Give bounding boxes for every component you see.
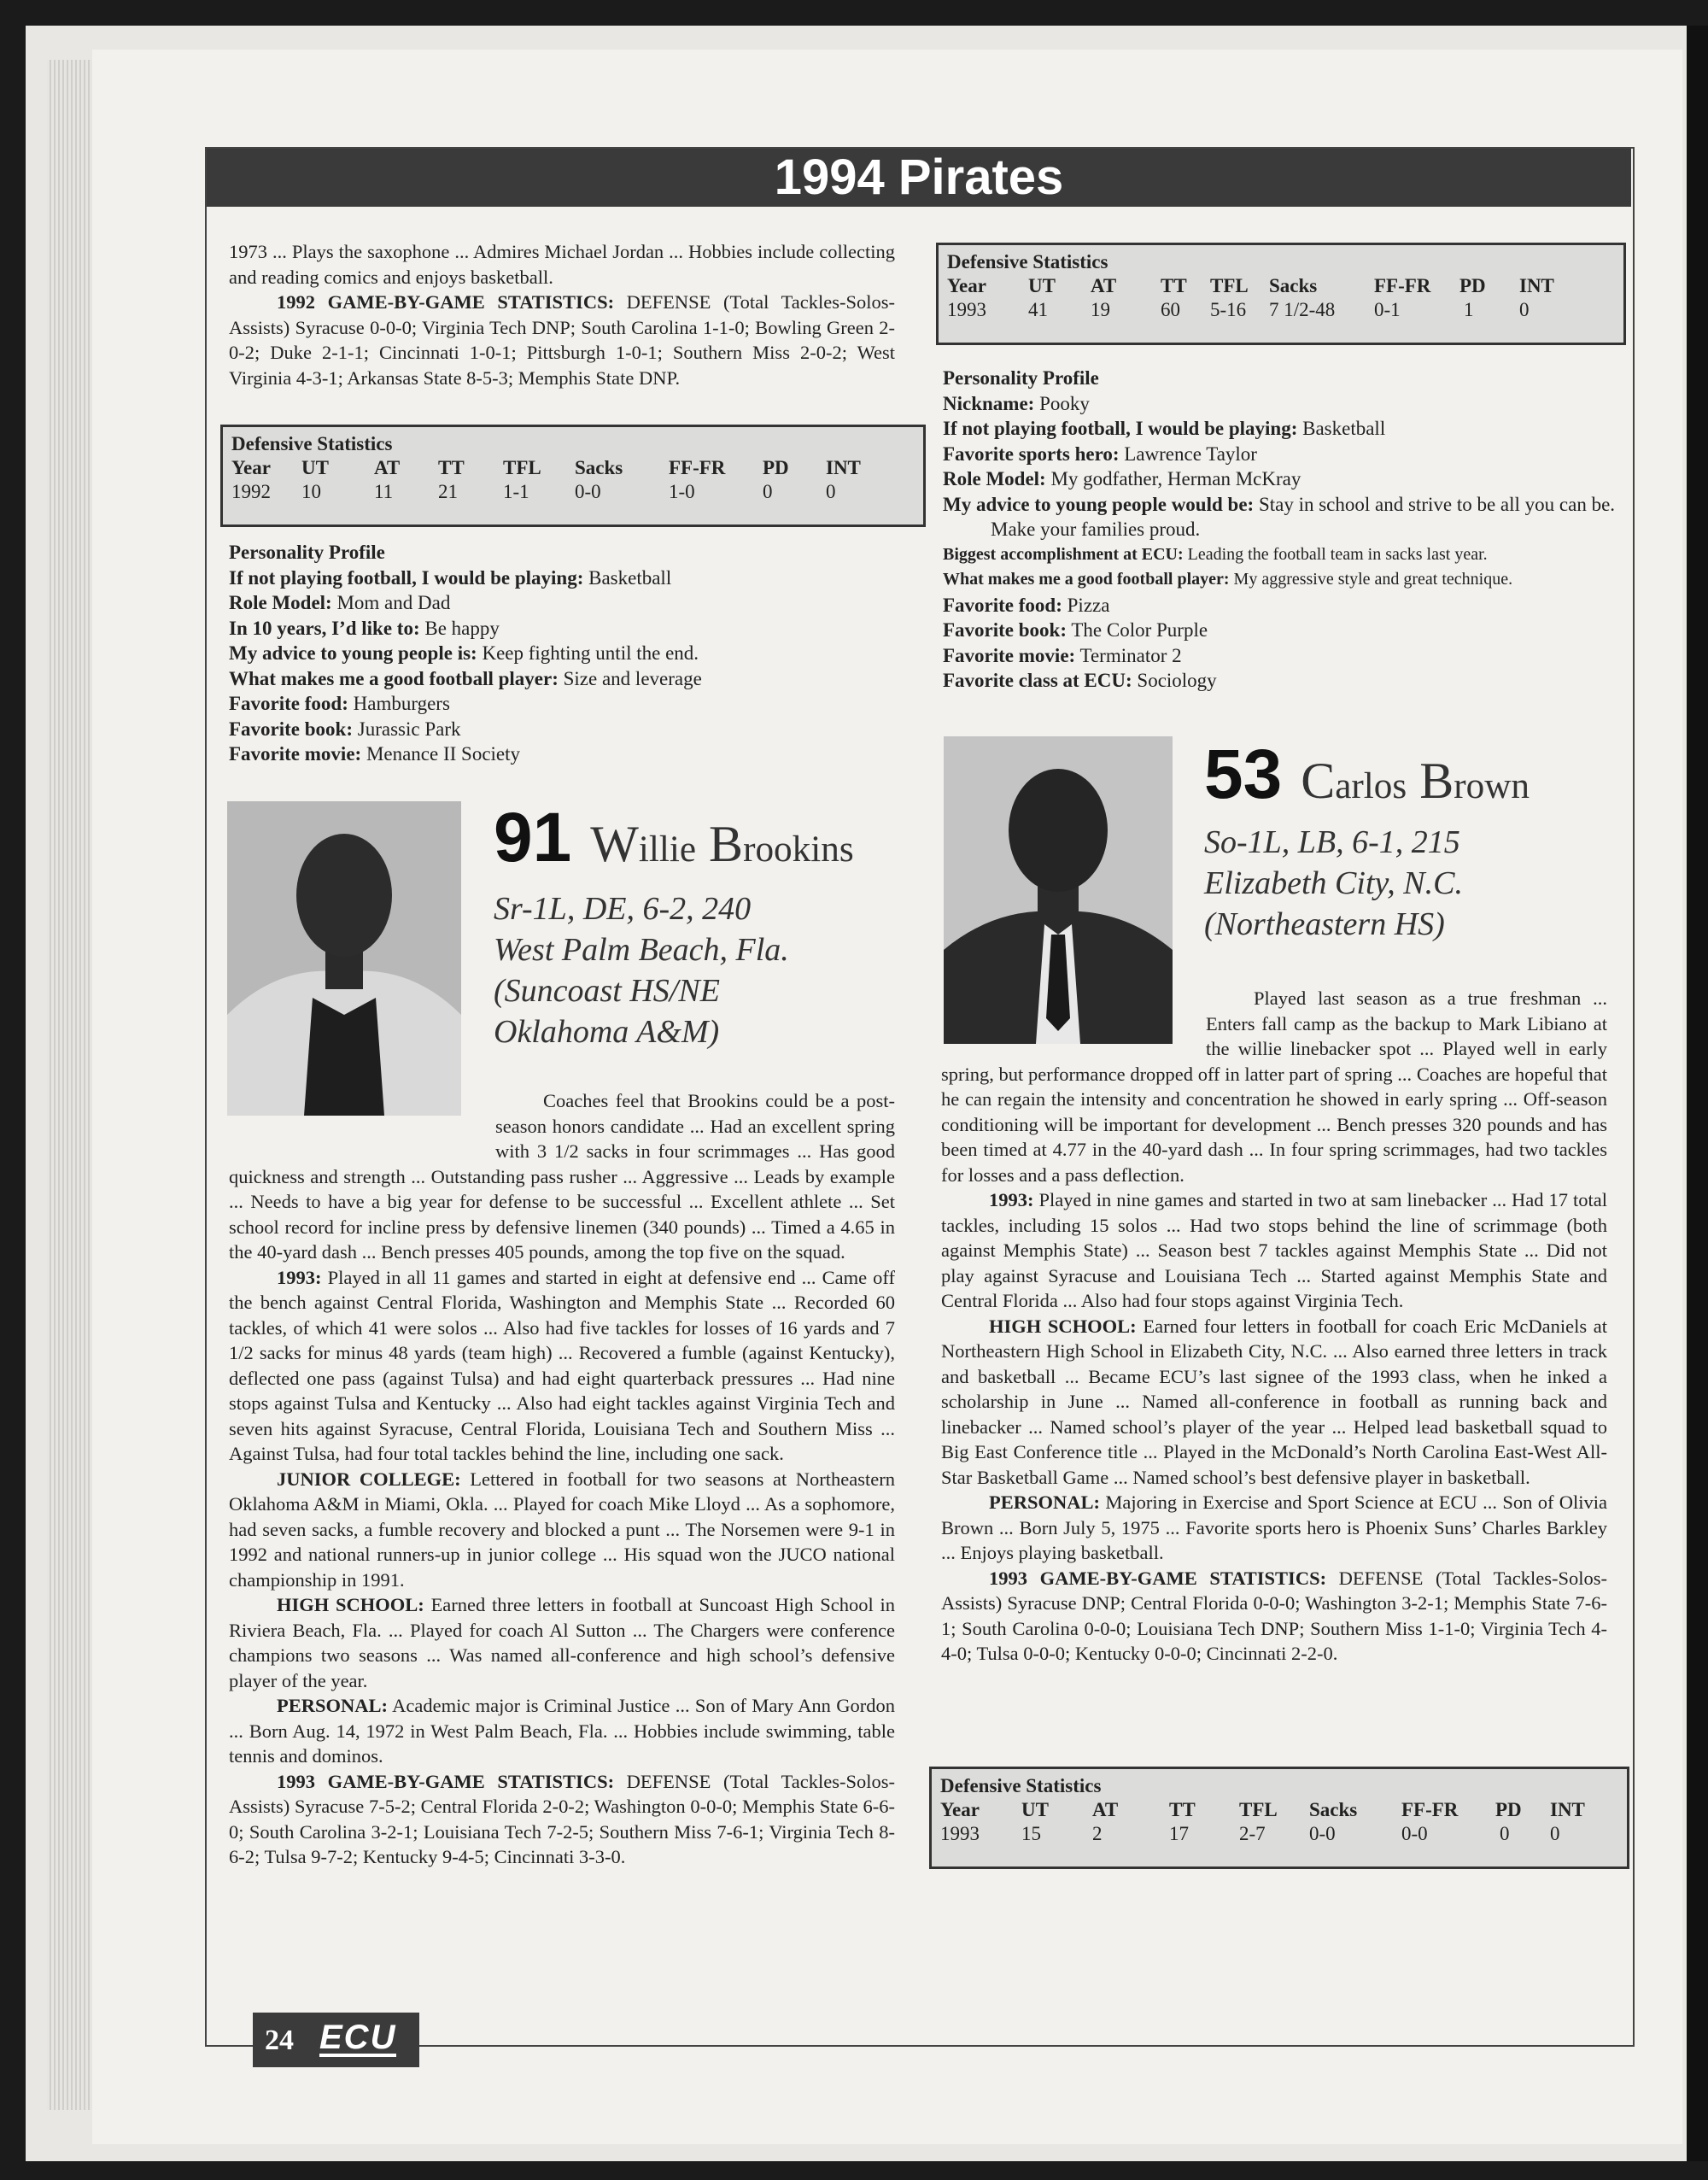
section-paragraph: 1993 GAME-BY-GAME STATISTICS: DEFENSE (Total Tackles-Solos-Assists) Syracuse DNP; Central Florida 0-0-0; Washington 3-2-1; Memphis State 7-6-1; South Carolina 0-0-0; Louisiana Tech DNP; Southern Miss 1-1-0; Virginia Tech 4-4-0; Tulsa 0-0-0; Kentucky 0-0-0; Cincinnati 2-2-0.: [941, 1567, 1608, 1664]
section-paragraph: JUNIOR COLLEGE: Lettered in football for two seasons at Northeastern Oklahoma A&M in Miami, Okla. ... Played for coach Mike Lloyd ... As a sophomore, had seven sacks, a fumble recovery and blocked a punt ... The Norsemen were 9-1 in 1992 and national runners-up in junior college ... His squad won the JUCO national championship in 1991.: [229, 1468, 896, 1591]
stat-header-row: Year UT AT TT TFL Sacks FF-FR PD INT: [940, 1799, 1585, 1820]
profile-item: Favorite class at ECU: Sociology: [943, 670, 1217, 691]
profile-item: Role Model: My godfather, Herman McKray: [943, 468, 1301, 489]
stat-box-left-top: [220, 425, 926, 527]
portrait-illustration: [227, 801, 461, 1116]
profile-item: Role Model: Mom and Dad: [229, 592, 451, 613]
player-name-brookins: [494, 799, 886, 876]
stat-box-title: Defensive Statistics: [231, 433, 393, 454]
ecu-logo: ECU: [319, 2019, 397, 2056]
player-text-brown: [941, 986, 1607, 1667]
profile-item: In 10 years, I’d like to: Be happy: [229, 617, 500, 639]
profile-item: Favorite food: Hamburgers: [229, 693, 450, 714]
jersey-number: 53: [1204, 735, 1283, 813]
stat-header-row: Year UT AT TT TFL Sacks FF-FR PD INT: [231, 457, 861, 478]
section-heading: 1992 GAME-BY-GAME STATISTICS:: [277, 291, 615, 313]
binding-shadow: [1687, 26, 1708, 2161]
stat-box-right-bottom: [929, 1767, 1629, 1869]
profile-item: My advice to young people would be: Stay in school and strive to be all you can be. Make your families proud.: [943, 493, 1616, 540]
profile-item: Favorite food: Pizza: [943, 594, 1110, 616]
photo-wrap-spacer: [941, 986, 1206, 1050]
stat-box-title: Defensive Statistics: [940, 1775, 1102, 1796]
section-paragraph: 1993 GAME-BY-GAME STATISTICS: DEFENSE (Total Tackles-Solos-Assists) Syracuse 7-5-2; Central Florida 2-0-2; Washington 0-0-0; Memphis State 6-6-0; South Carolina 3-2-1; Louisiana Tech 7-2-5; Southern Miss 7-6-1; Virginia Tech 8-6-2; Tulsa 9-7-2; Kentucky 9-4-5; Cincinnati 3-3-0.: [229, 1770, 896, 1867]
player-bio-brown: So-1L, LB, 6-1, 215 Elizabeth City, N.C. (Northeastern HS): [1204, 824, 1463, 942]
section-paragraph: 1993: Played in all 11 games and started in eight at defensive end ... Came off the bench against Central Florida, Washington and Memphis State ... Recorded 60 tackles, of which 41 were solos ... Also had five tackles for losses of 16 yards and 7 1/2 sacks for minus 48 yards (team high) ... Recovered a fumble (against Kentucky), deflected one pass (against Tulsa) and had eight quarterback pressures ... Had nine stops against Tulsa and Kentucky ... Also had eight tackles against Virginia Tech and seven hits against Syracuse, Central Florida, Louisiana Tech and Southern Miss ... Against Tulsa, had four total tackles behind the line, including one sack.: [229, 1266, 895, 1464]
intro-paragraph: Coaches feel that Brookins could be a post-season honors candidate ... Had an excellent spring with 3 1/2 sacks in four scrimmages ... Has good quickness and strength ... Outstanding pass rusher ... Aggressive ... Leads by example ... Needs to have a big year for defense to be successful ... Excellent athlete ... Set school record for incline press by defensive linemen (340 pounds) ... Timed a 4.65 in the 40-yard dash ... Bench presses 405 pounds, among the top five on the squad.: [229, 1090, 895, 1263]
photo-wrap-spacer: [229, 1088, 495, 1140]
section-paragraph: PERSONAL: Academic major is Criminal Justice ... Son of Mary Ann Gordon ... Born Aug. 14, 1972 in West Palm Beach, Fla. ... Hobbies include swimming, table tennis and dominos.: [229, 1695, 896, 1767]
player-text-brookins: [229, 1088, 895, 1870]
game-stats-paragraph: 1992 GAME-BY-GAME STATISTICS: DEFENSE (Total Tackles-Solos-Assists) Syracuse 0-0-0; Virginia Tech DNP; South Carolina 1-1-0; Bowling Green 2-0-2; Duke 2-1-1; Cincinnati 1-0-1; Pittsburgh 1-0-1; Southern Miss 2-0-2; West Virginia 4-3-1; Arkansas State 8-5-3; Memphis State DNP.: [229, 291, 896, 389]
stat-value-row: 1993 15 2 17 2-7 0-0 0-0 0 0: [940, 1823, 1560, 1844]
player-name-brown: [1204, 735, 1614, 813]
page-title: 1994 Pirates: [207, 149, 1631, 207]
player-name: Willie Brookins: [590, 816, 854, 872]
page-number: 24: [265, 2025, 294, 2056]
profile-item: If not playing football, I would be playing: Basketball: [943, 418, 1386, 439]
stat-value-row: 1992 10 11 21 1-1 0-0 1-0 0 0: [231, 481, 836, 502]
section-paragraph: HIGH SCHOOL: Earned three letters in football at Suncoast High School in Riviera Beach, Fla. ... Played for coach Al Sutton ... The Chargers were conference champions two seasons ... Was named all-conference and high school’s defensive player of the year.: [229, 1594, 896, 1691]
personality-profile-left: [229, 540, 895, 767]
profile-item: Favorite movie: Menance II Society: [229, 743, 521, 765]
player-bio-brookins: Sr-1L, DE, 6-2, 240 West Palm Beach, Fla. (Suncoast HS/NE Oklahoma A&M): [494, 891, 789, 1050]
page-footer: [253, 2013, 419, 2067]
section-paragraph: 1993: Played in nine games and started in two at sam linebacker ... Had 17 total tackles, including 15 solos ... Had two stops behind the line of scrimmage (both against Memphis State) ... Season best 7 tackles against Memphis State ... Did not play against Syracuse and Louisiana Tech ... Started against Memphis State and Central Florida ... Also had four stops against Virginia Tech.: [941, 1189, 1608, 1311]
section-paragraph: HIGH SCHOOL: Earned four letters in football for coach Eric McDaniels at Northeastern High School in Elizabeth City, N.C. ... Also earned three letters in track and basketball ... Became ECU’s last signee of the 1993 class, when he inked a scholarship in June ... Named all-conference in football as running back and linebacker ... Named school’s player of the year ... Helped lead basketball squad to Big East Conference title ... Played in the McDonald’s North Carolina East-West All-Star Basketball Game ... Named school’s best defensive player in basketball.: [941, 1315, 1607, 1488]
profile-item: Biggest accomplishment at ECU: Leading the football team in sacks last year.: [943, 544, 1488, 564]
profile-title: Personality Profile: [229, 542, 385, 563]
profile-item: Nickname: Pooky: [943, 392, 1090, 414]
profile-item: If not playing football, I would be playing: Basketball: [229, 566, 672, 589]
profile-item: Favorite book: Jurassic Park: [229, 718, 461, 740]
page-stack-edge: [47, 60, 98, 2110]
stat-header-row: Year UT AT TT TFL Sacks FF-FR PD INT: [947, 275, 1554, 296]
player-name: Carlos Brown: [1301, 753, 1530, 809]
profile-item: Favorite movie: Terminator 2: [943, 644, 1182, 666]
stat-value-row: 1993 41 19 60 5-16 7 1/2-48 0-1 1 0: [947, 299, 1530, 320]
stat-box-right-top: [936, 243, 1626, 345]
profile-item: Favorite book: The Color Purple: [943, 619, 1208, 641]
section-paragraph: PERSONAL: Majoring in Exercise and Sport Science at ECU ... Son of Olivia Brown ... Born July 5, 1975 ... Favorite sports hero is Phoenix Suns’ Charles Barkley ... Enjoys playing basketball.: [941, 1491, 1608, 1563]
jersey-number: 91: [494, 799, 572, 876]
intro-paragraph: Played last season as a true freshman ... Enters fall camp as the backup to Mark Libiano at the willie linebacker spot ... Played well in early spring, but performance dropped off in latter part of spring ... Coaches are hopeful that he can regain the intensity and concentration he showed in early spring ... Off-season conditioning will be important for development ... Bench presses 320 pounds and has been timed at 4.77 in the 40-yard dash ... In four spring scrimmages, had two tackles for losses and a pass deflection.: [941, 987, 1607, 1186]
profile-item: Favorite sports hero: Lawrence Taylor: [943, 442, 1257, 465]
profile-item: What makes me a good football player: My aggressive style and great technique.: [943, 570, 1513, 589]
player-photo-brookins: [227, 801, 461, 1116]
left-top-text: [229, 239, 895, 390]
personality-profile-right: [943, 366, 1617, 694]
stat-box-title: Defensive Statistics: [947, 251, 1108, 272]
profile-item: What makes me a good football player: Size and leverage: [229, 667, 702, 689]
profile-title: Personality Profile: [943, 367, 1099, 389]
continued-paragraph: 1973 ... Plays the saxophone ... Admires Michael Jordan ... Hobbies include collecting and reading comics and enjoys basketball.: [229, 241, 895, 288]
profile-item: My advice to young people is: Keep fighting until the end.: [229, 642, 699, 664]
